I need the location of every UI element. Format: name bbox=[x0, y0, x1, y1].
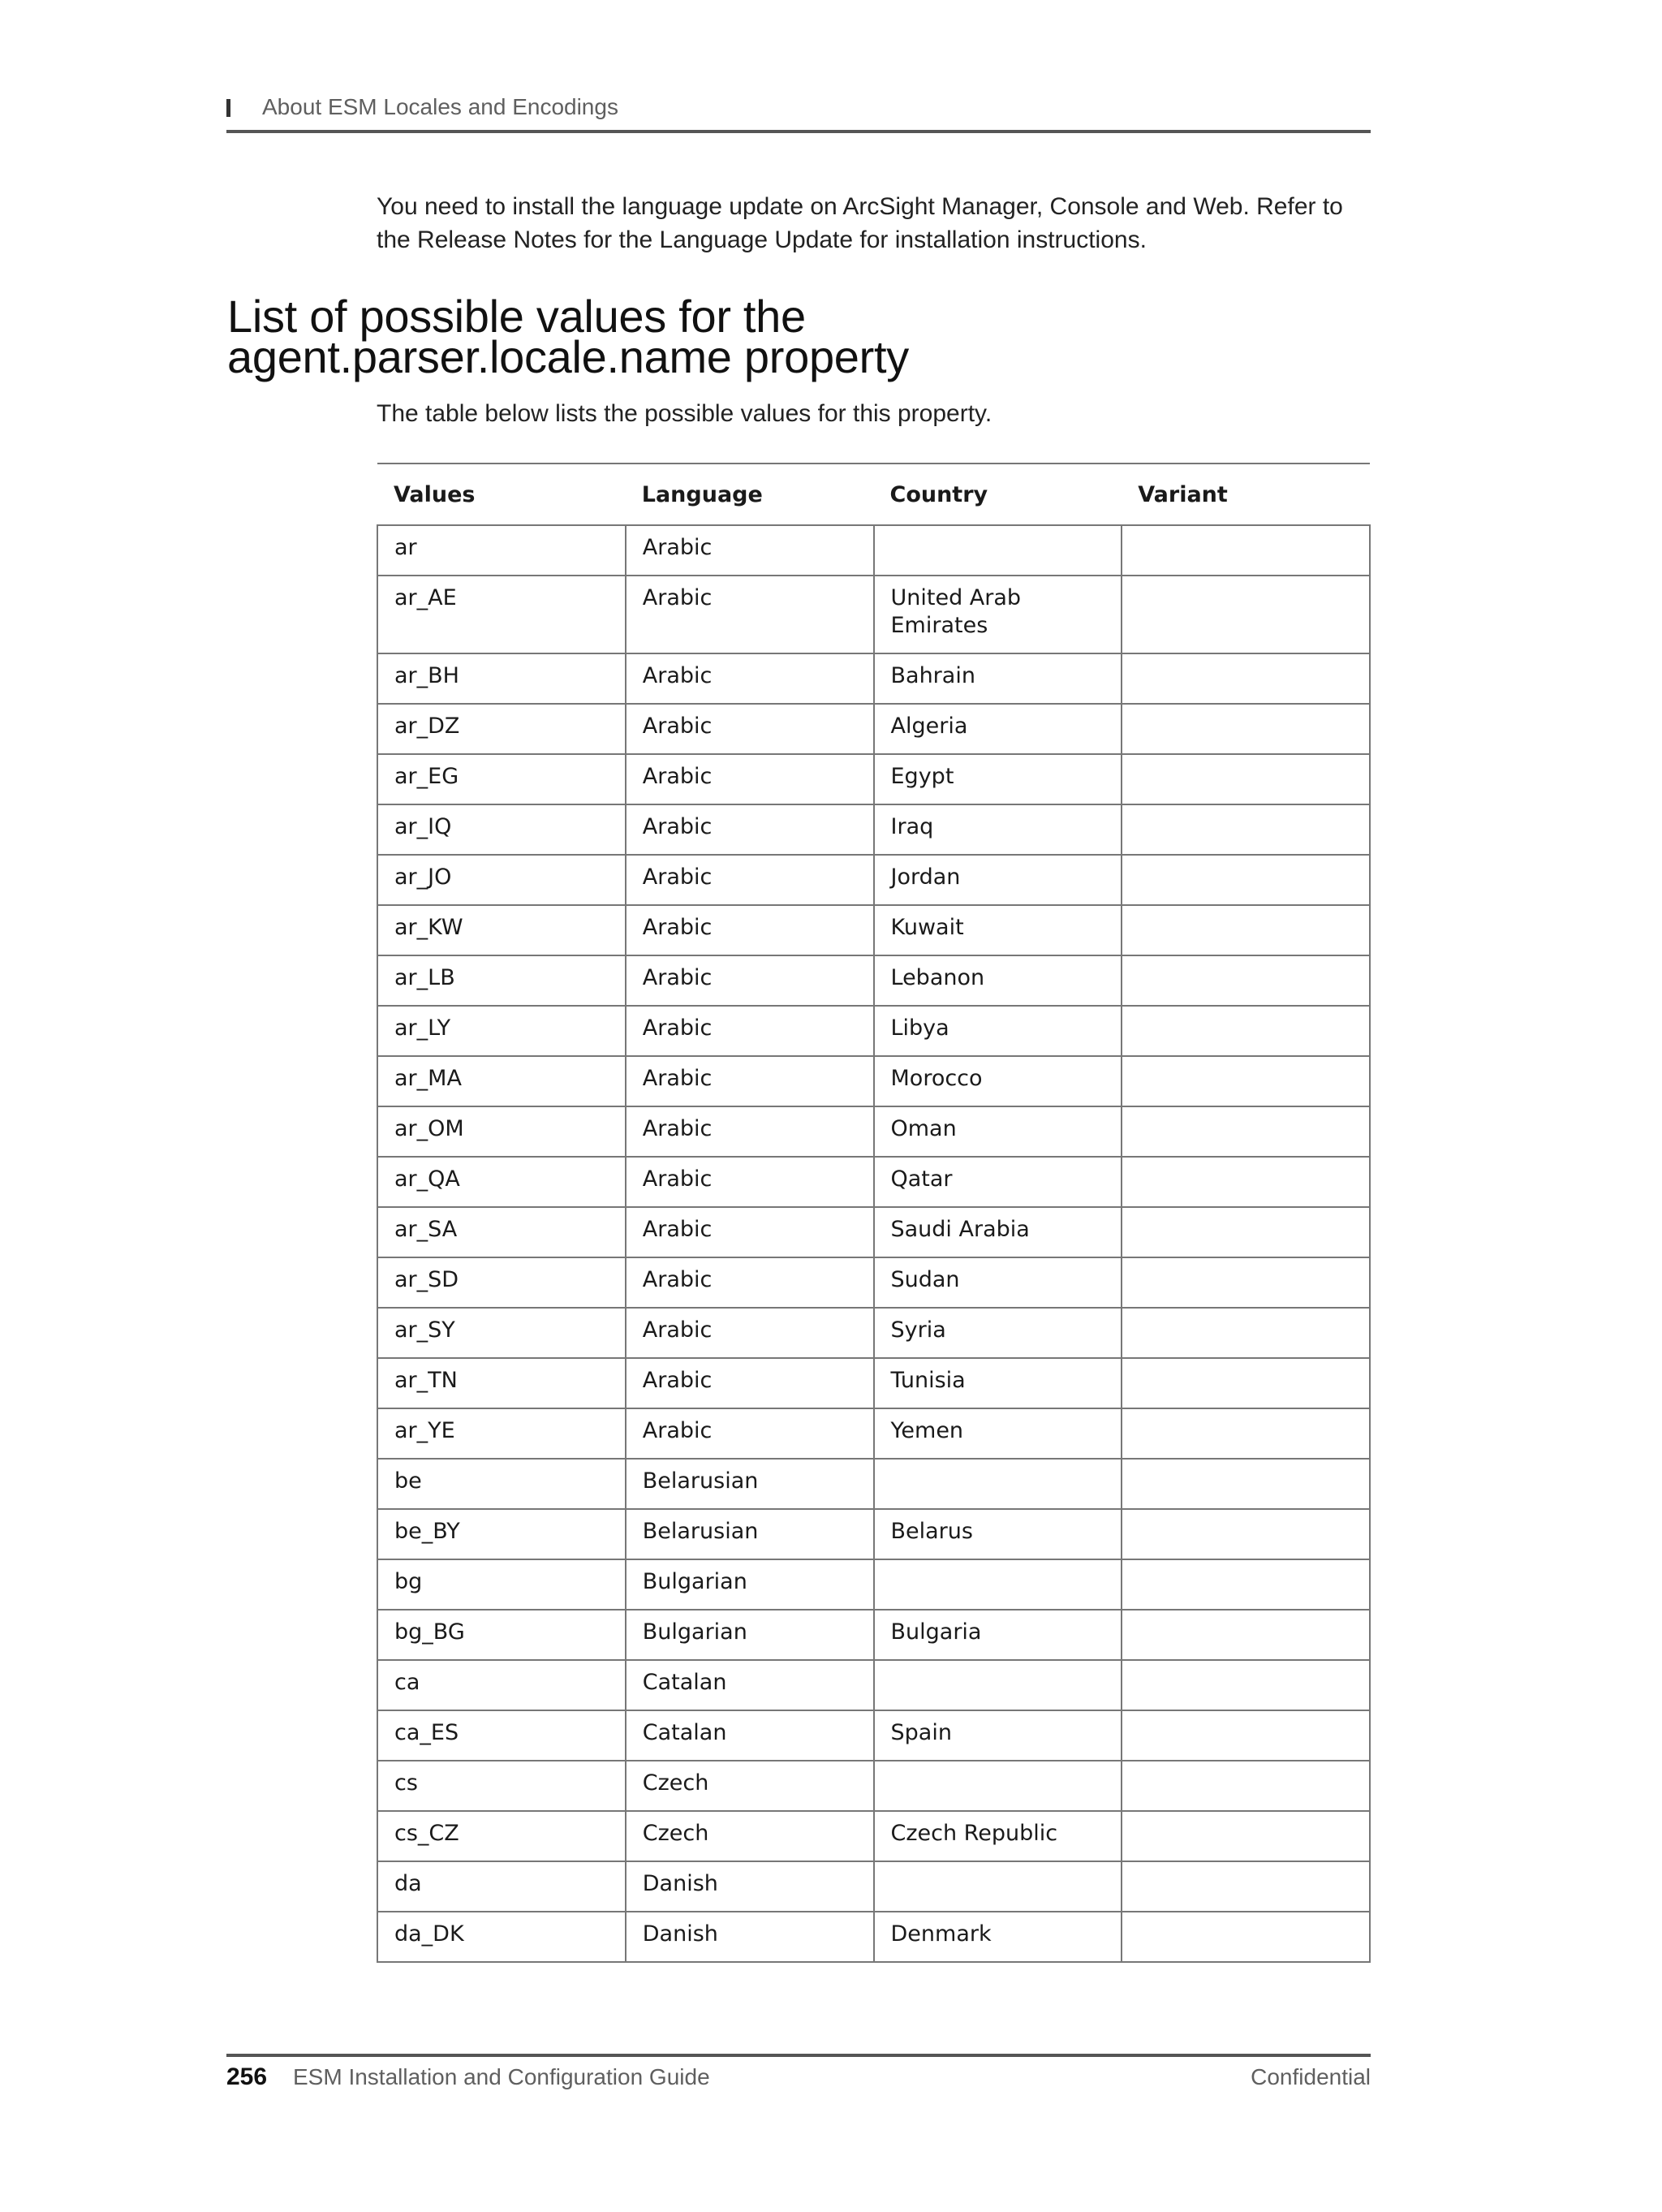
table-row bbox=[377, 576, 1370, 653]
cell-value: bg_BG bbox=[377, 1610, 626, 1660]
cell-country: Spain bbox=[874, 1710, 1122, 1761]
cell-country: Iraq bbox=[874, 804, 1122, 855]
locale-table-container bbox=[377, 463, 1371, 1963]
footer-page-number: 256 bbox=[226, 2063, 268, 2090]
cell-language: Arabic bbox=[626, 525, 874, 576]
cell-value: ar_YE bbox=[377, 1408, 626, 1459]
cell-value: ar bbox=[377, 525, 626, 576]
cell-variant bbox=[1122, 576, 1370, 653]
table-row bbox=[377, 704, 1370, 754]
cell-variant bbox=[1122, 1207, 1370, 1257]
table-row bbox=[377, 1811, 1370, 1861]
table-row bbox=[377, 1710, 1370, 1761]
cell-language: Arabic bbox=[626, 855, 874, 905]
cell-language: Bulgarian bbox=[626, 1610, 874, 1660]
cell-value: ar_OM bbox=[377, 1106, 626, 1157]
cell-language: Danish bbox=[626, 1861, 874, 1912]
cell-value: ar_SA bbox=[377, 1207, 626, 1257]
cell-variant bbox=[1122, 525, 1370, 576]
table-row bbox=[377, 1157, 1370, 1207]
cell-country: Kuwait bbox=[874, 905, 1122, 955]
cell-country: Egypt bbox=[874, 754, 1122, 804]
cell-country bbox=[874, 1559, 1122, 1610]
cell-country: Czech Republic bbox=[874, 1811, 1122, 1861]
cell-country bbox=[874, 1459, 1122, 1509]
header-marker bbox=[226, 99, 230, 117]
table-row bbox=[377, 1308, 1370, 1358]
cell-value: cs bbox=[377, 1761, 626, 1811]
column-header-values: Values bbox=[377, 464, 626, 525]
cell-value: ar_MA bbox=[377, 1056, 626, 1106]
cell-language: Czech bbox=[626, 1761, 874, 1811]
cell-language: Arabic bbox=[626, 1308, 874, 1358]
cell-country bbox=[874, 1761, 1122, 1811]
cell-country: Sudan bbox=[874, 1257, 1122, 1308]
cell-value: bg bbox=[377, 1559, 626, 1610]
cell-variant bbox=[1122, 1761, 1370, 1811]
cell-variant bbox=[1122, 1157, 1370, 1207]
cell-language: Arabic bbox=[626, 576, 874, 653]
column-header-variant: Variant bbox=[1122, 464, 1370, 525]
cell-language: Belarusian bbox=[626, 1459, 874, 1509]
cell-value: ar_LB bbox=[377, 955, 626, 1006]
table-row bbox=[377, 905, 1370, 955]
cell-language: Arabic bbox=[626, 1408, 874, 1459]
cell-language: Catalan bbox=[626, 1710, 874, 1761]
cell-language: Arabic bbox=[626, 955, 874, 1006]
cell-variant bbox=[1122, 1459, 1370, 1509]
cell-variant bbox=[1122, 1006, 1370, 1056]
cell-variant bbox=[1122, 1710, 1370, 1761]
cell-country: Morocco bbox=[874, 1056, 1122, 1106]
cell-variant bbox=[1122, 1559, 1370, 1610]
cell-value: ar_DZ bbox=[377, 704, 626, 754]
table-row bbox=[377, 1660, 1370, 1710]
cell-value: da_DK bbox=[377, 1912, 626, 1962]
cell-variant bbox=[1122, 1106, 1370, 1157]
table-row bbox=[377, 1006, 1370, 1056]
section-heading-line-2: agent.parser.locale.name property bbox=[227, 331, 909, 382]
cell-variant bbox=[1122, 704, 1370, 754]
cell-variant bbox=[1122, 653, 1370, 704]
cell-variant bbox=[1122, 1056, 1370, 1106]
page-header bbox=[226, 91, 1371, 133]
footer-title: ESM Installation and Configuration Guide bbox=[293, 2064, 710, 2089]
table-row bbox=[377, 1459, 1370, 1509]
table-row bbox=[377, 1106, 1370, 1157]
cell-value: ar_SD bbox=[377, 1257, 626, 1308]
cell-variant bbox=[1122, 754, 1370, 804]
cell-variant bbox=[1122, 1408, 1370, 1459]
cell-variant bbox=[1122, 1861, 1370, 1912]
cell-variant bbox=[1122, 1811, 1370, 1861]
cell-country: Algeria bbox=[874, 704, 1122, 754]
table-row bbox=[377, 1912, 1370, 1962]
cell-value: ar_TN bbox=[377, 1358, 626, 1408]
cell-value: cs_CZ bbox=[377, 1811, 626, 1861]
cell-language: Arabic bbox=[626, 1157, 874, 1207]
cell-value: ar_SY bbox=[377, 1308, 626, 1358]
table-row bbox=[377, 1761, 1370, 1811]
cell-language: Arabic bbox=[626, 704, 874, 754]
cell-value: ar_QA bbox=[377, 1157, 626, 1207]
cell-variant bbox=[1122, 1912, 1370, 1962]
cell-country: Oman bbox=[874, 1106, 1122, 1157]
section-heading-line-1: List of possible values for the bbox=[227, 291, 806, 342]
cell-variant bbox=[1122, 855, 1370, 905]
cell-country: Lebanon bbox=[874, 955, 1122, 1006]
cell-language: Arabic bbox=[626, 1358, 874, 1408]
cell-country: Jordan bbox=[874, 855, 1122, 905]
cell-language: Arabic bbox=[626, 754, 874, 804]
cell-value: da bbox=[377, 1861, 626, 1912]
locale-table bbox=[377, 463, 1371, 1963]
cell-value: ca_ES bbox=[377, 1710, 626, 1761]
table-row bbox=[377, 804, 1370, 855]
intro-paragraph: You need to install the language update on ArcSight Manager, Console and Web. Refer to the Release Notes for the Language Update for installation instructions. bbox=[377, 193, 1343, 253]
cell-language: Arabic bbox=[626, 905, 874, 955]
cell-language: Arabic bbox=[626, 1207, 874, 1257]
table-row bbox=[377, 1257, 1370, 1308]
cell-variant bbox=[1122, 1308, 1370, 1358]
cell-variant bbox=[1122, 955, 1370, 1006]
cell-variant bbox=[1122, 1610, 1370, 1660]
cell-value: ca bbox=[377, 1660, 626, 1710]
cell-country: Tunisia bbox=[874, 1358, 1122, 1408]
table-row bbox=[377, 1861, 1370, 1912]
column-header-language: Language bbox=[626, 464, 874, 525]
cell-language: Arabic bbox=[626, 1056, 874, 1106]
cell-language: Arabic bbox=[626, 1106, 874, 1157]
table-row bbox=[377, 1559, 1370, 1610]
table-row bbox=[377, 1408, 1370, 1459]
cell-variant bbox=[1122, 1257, 1370, 1308]
table-row bbox=[377, 1358, 1370, 1408]
table-row bbox=[377, 1207, 1370, 1257]
table-row bbox=[377, 754, 1370, 804]
cell-variant bbox=[1122, 905, 1370, 955]
cell-country: Bahrain bbox=[874, 653, 1122, 704]
cell-country bbox=[874, 1861, 1122, 1912]
table-body bbox=[377, 525, 1370, 1962]
cell-language: Arabic bbox=[626, 653, 874, 704]
cell-country: Qatar bbox=[874, 1157, 1122, 1207]
cell-country: United Arab Emirates bbox=[874, 576, 1122, 653]
cell-value: be bbox=[377, 1459, 626, 1509]
cell-language: Bulgarian bbox=[626, 1559, 874, 1610]
cell-variant bbox=[1122, 1660, 1370, 1710]
table-row bbox=[377, 955, 1370, 1006]
cell-variant bbox=[1122, 1509, 1370, 1559]
cell-country bbox=[874, 1660, 1122, 1710]
cell-country: Bulgaria bbox=[874, 1610, 1122, 1660]
cell-value: be_BY bbox=[377, 1509, 626, 1559]
cell-language: Czech bbox=[626, 1811, 874, 1861]
table-row bbox=[377, 653, 1370, 704]
cell-country: Syria bbox=[874, 1308, 1122, 1358]
table-header-row bbox=[377, 464, 1370, 525]
cell-value: ar_EG bbox=[377, 754, 626, 804]
cell-language: Danish bbox=[626, 1912, 874, 1962]
page-footer bbox=[226, 2054, 1371, 2094]
header-title: About ESM Locales and Encodings bbox=[262, 94, 618, 119]
table-intro: The table below lists the possible values for this property. bbox=[377, 400, 992, 427]
cell-country: Denmark bbox=[874, 1912, 1122, 1962]
cell-value: ar_KW bbox=[377, 905, 626, 955]
column-header-country: Country bbox=[874, 464, 1122, 525]
cell-language: Catalan bbox=[626, 1660, 874, 1710]
table-row bbox=[377, 1610, 1370, 1660]
cell-country: Libya bbox=[874, 1006, 1122, 1056]
footer-confidential: Confidential bbox=[1251, 2064, 1371, 2089]
section-heading bbox=[227, 291, 1363, 382]
cell-language: Arabic bbox=[626, 1006, 874, 1056]
table-row bbox=[377, 1509, 1370, 1559]
cell-value: ar_LY bbox=[377, 1006, 626, 1056]
cell-value: ar_JO bbox=[377, 855, 626, 905]
cell-variant bbox=[1122, 804, 1370, 855]
cell-country: Belarus bbox=[874, 1509, 1122, 1559]
table-row bbox=[377, 525, 1370, 576]
cell-variant bbox=[1122, 1358, 1370, 1408]
cell-value: ar_BH bbox=[377, 653, 626, 704]
cell-language: Arabic bbox=[626, 1257, 874, 1308]
cell-country bbox=[874, 525, 1122, 576]
cell-country: Yemen bbox=[874, 1408, 1122, 1459]
cell-language: Arabic bbox=[626, 804, 874, 855]
cell-country: Saudi Arabia bbox=[874, 1207, 1122, 1257]
cell-value: ar_IQ bbox=[377, 804, 626, 855]
cell-value: ar_AE bbox=[377, 576, 626, 653]
table-row bbox=[377, 855, 1370, 905]
table-row bbox=[377, 1056, 1370, 1106]
cell-language: Belarusian bbox=[626, 1509, 874, 1559]
